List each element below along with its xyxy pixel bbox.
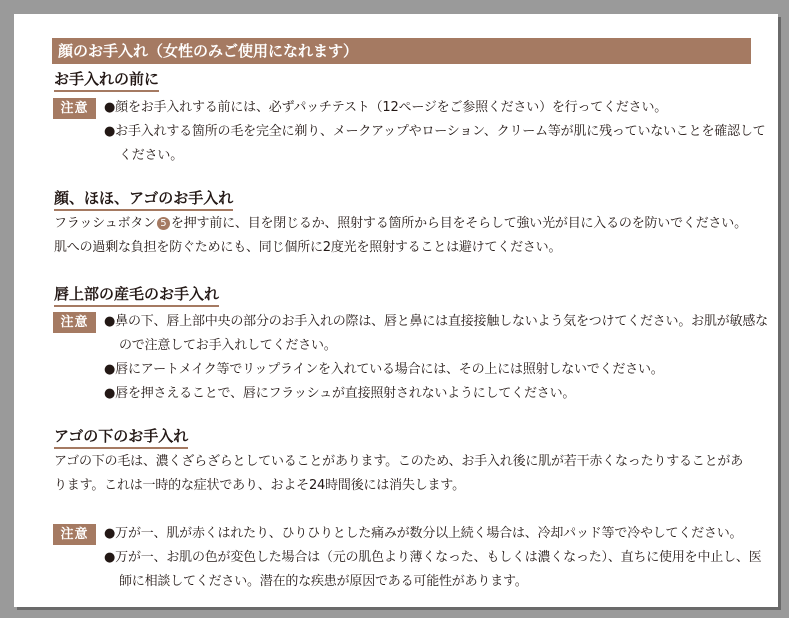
bullet-mark: ● (104, 100, 116, 115)
caution-badge: 注意 (53, 312, 96, 333)
caution-badge: 注意 (53, 524, 96, 545)
heading-face-care: 顔、ほほ、アゴのお手入れ (54, 188, 233, 211)
bullet-mark: ● (104, 124, 116, 139)
bullet-item: ●万が一、肌が赤くはれたり、ひりひりとした痛みが数分以上続く場合は、冷却パッド等で冷やしてください。 (104, 526, 743, 541)
caution-badge: 注意 (53, 98, 96, 119)
heading-before-care: お手入れの前に (54, 69, 159, 92)
bullet-mark: ● (104, 526, 116, 541)
bullet-item: ●顔をお手入れする前には、必ずパッチテスト（12ページをご参照ください）を行ってください。 (104, 100, 668, 115)
bullet-item: ●唇にアートメイク等でリップラインを入れている場合には、その上には照射しないでください。 (104, 362, 664, 377)
bullet-item: ●唇を押さえることで、唇にフラッシュが直接照射されないようにしてください。 (104, 386, 576, 401)
heading-under-chin-care: アゴの下のお手入れ (54, 426, 188, 449)
bullet-item: ●万が一、お肌の色が変色した場合は（元の肌色より薄くなった、もしくは濃くなった）、直ちに使用を中止し、医師に相談してください。潜在的な疾患が原因である可能性があります。 (104, 550, 762, 589)
bullet-mark: ● (104, 550, 116, 565)
bullet-item: ●鼻の下、唇上部中央の部分のお手入れの際は、唇と鼻には直接接触しないよう気をつけてください。お肌が敏感なので注意してお手入れしてください。 (104, 314, 768, 353)
face-care-paragraph: フラッシュボタン 5 を押す前に、目を閉じるか、照射する箇所から目をそらして強い光が目に入るのを防いでください。肌への過剰な負担を防ぐためにも、同じ個所に2度光を照射することは避けてください。 (54, 216, 747, 255)
bullet-item: ●お手入れする箇所の毛を完全に剃り、メークアップやローション、クリーム等が肌に残っていないことを確認してください。 (104, 124, 766, 163)
bullet-mark: ● (104, 314, 116, 329)
under-chin-paragraph: アゴの下の毛は、濃くざらざらとしていることがあります。このため、お手入れ後に肌が若干赤くなったりすることがあります。これは一時的な症状であり、およそ24時間後には消失します。 (54, 454, 743, 493)
manual-page (14, 14, 778, 607)
bullet-mark: ● (104, 362, 116, 377)
bullet-mark: ● (104, 386, 116, 401)
heading-upper-lip-care: 唇上部の産毛のお手入れ (54, 284, 219, 307)
flash-button-number-icon: 5 (157, 217, 170, 230)
section-title-banner: 顔のお手入れ（女性のみご使用になれます） (52, 38, 751, 64)
